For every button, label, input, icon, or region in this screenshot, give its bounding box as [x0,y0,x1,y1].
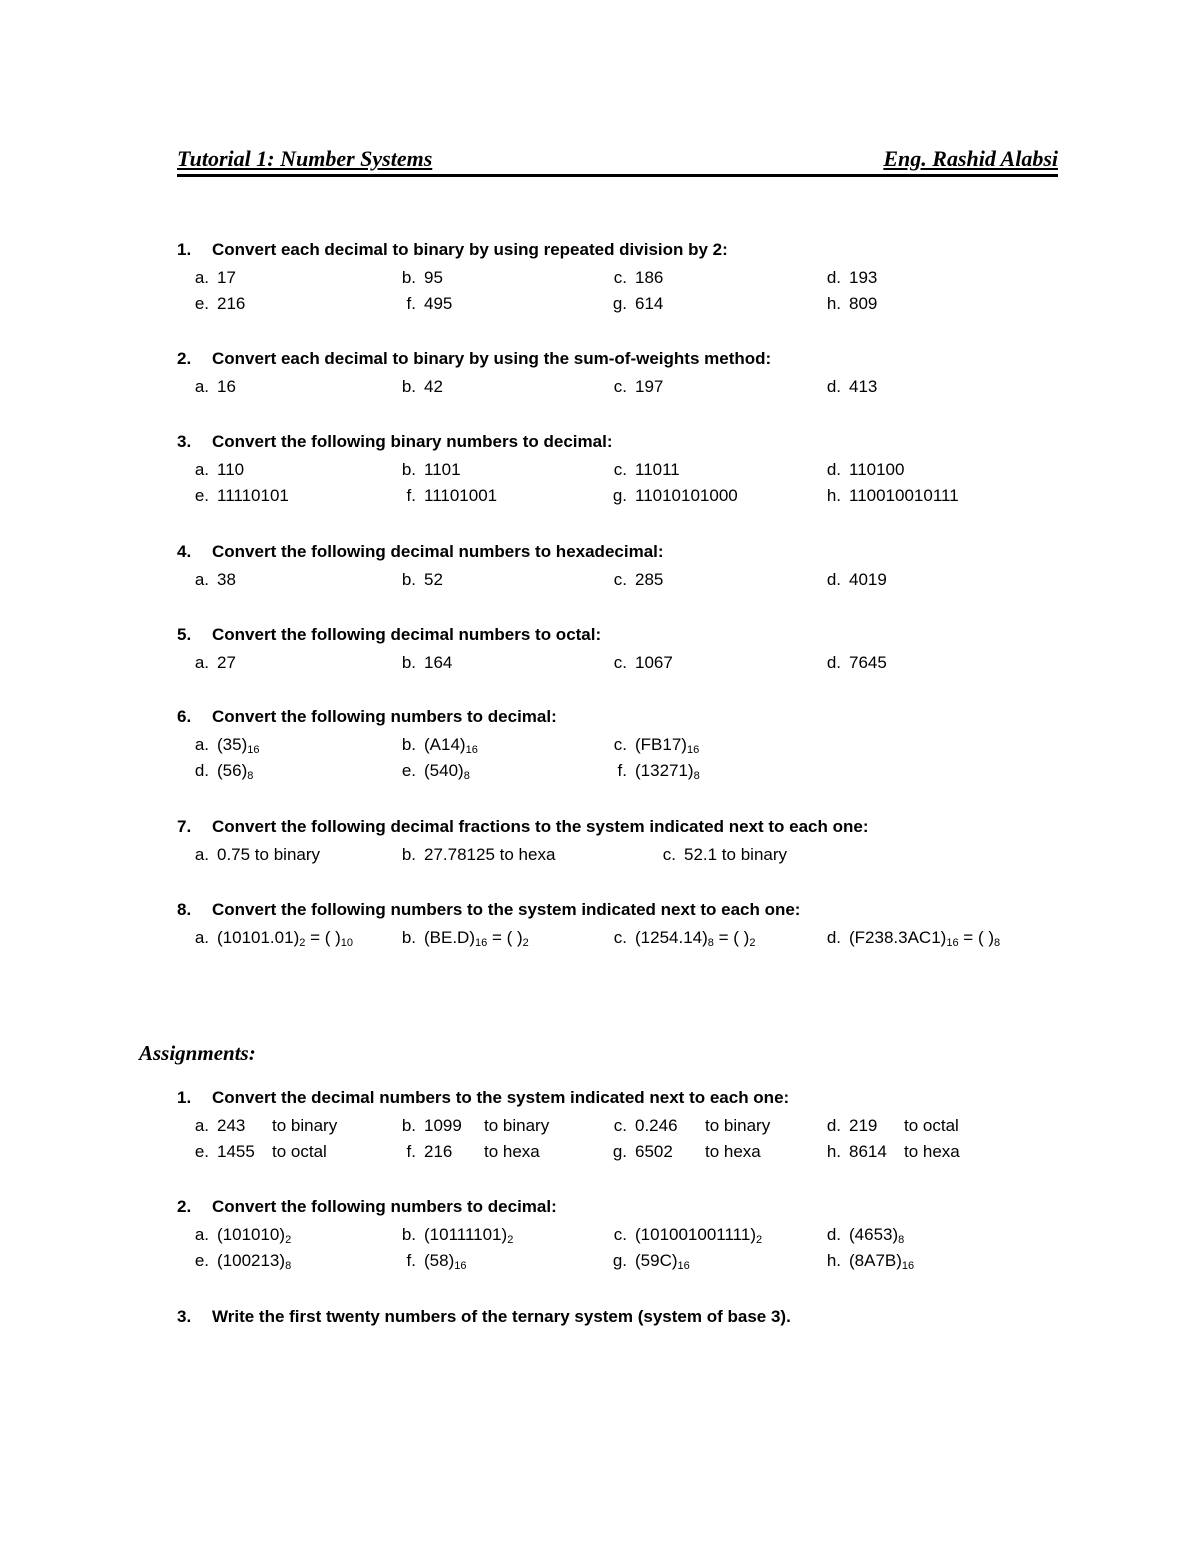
item-label: b. [401,268,416,287]
item-label: d. [194,761,209,780]
item-value: 7645 [849,653,887,672]
item-value: 17 [217,268,236,287]
exercise-item-b [384,1225,513,1245]
item-target-system: to binary [272,1116,338,1135]
item-expression [849,928,1000,948]
item-value: 11010101000 [635,486,738,505]
exercise-item-d [177,761,253,781]
item-label: b. [401,735,416,754]
exercise-item-a [177,1116,338,1136]
item-value: (10111101) [424,1225,508,1244]
question-number: 7. [177,817,192,836]
item-label: b. [401,460,416,479]
answer-row [177,460,1077,487]
exercise-item-c [595,653,673,673]
item-value: 0.75 to binary [217,845,321,864]
exercise-item-e [177,1142,327,1162]
question-6 [177,707,1077,782]
question-line [177,1088,1077,1115]
item-label: a. [194,1116,209,1135]
item-label: d. [826,570,841,589]
question-number: 2. [177,1197,192,1216]
item-value: 110100 [849,460,905,479]
item-value: 164 [424,653,453,672]
item-value: 1101 [424,460,461,479]
item-label: h. [826,486,841,505]
item-value: (58) [424,1251,455,1270]
question-8 [177,900,1077,949]
base-subscript: 16 [901,1260,915,1272]
exercise-item-a [177,268,236,288]
page-header [177,144,1058,177]
item-value: 216 [217,294,246,313]
question-2 [177,349,1077,396]
exercise-item-h [809,1142,960,1162]
item-label: c. [613,268,627,287]
question-text: Convert each decimal to binary by using repeated division by 2: [212,240,728,259]
item-label: a. [194,268,209,287]
item-value: 110 [217,460,245,479]
item-value: 27 [217,653,236,672]
answer-row [177,294,1077,321]
exercise-item-b [384,1116,550,1136]
item-label: d. [826,1116,841,1135]
item-value: (8A7B) [849,1251,902,1270]
item-label: g. [612,486,627,505]
exercise-item-d [809,460,904,480]
exercise-item-h [809,1251,914,1271]
exercise-item-d [809,1225,904,1245]
question-5 [177,625,1077,672]
base-subscript: 8 [247,770,254,782]
item-target-system: to octal [904,1116,959,1135]
exercise-item-e [177,1251,291,1271]
exercise-item-f [595,761,700,781]
exercise-item-f [384,1142,540,1162]
question-text: Convert the following decimal numbers to octal: [212,625,602,644]
question-text: Convert the following decimal fractions to the system indicated next to each one: [212,817,869,836]
item-label: a. [194,377,209,396]
exercise-item-d [809,653,887,673]
exercise-item-a [177,1225,291,1245]
question-text: Convert the following numbers to decimal: [212,707,557,726]
question-number: 3. [177,1307,192,1326]
answer-row [177,377,1077,404]
item-value: 110010010111 [849,486,959,505]
item-value: (13271) [635,761,694,780]
item-label: e. [194,1142,209,1161]
item-value: 193 [849,268,878,287]
item-label: a. [194,845,209,864]
question-text: Convert the following binary numbers to decimal: [212,432,613,451]
question-number: 4. [177,542,192,561]
exercise-item-b [384,460,461,480]
item-value: 219 [849,1116,878,1135]
item-label: d. [826,377,841,396]
question-line [177,707,1077,734]
item-value: 243 [217,1116,246,1135]
item-value: 11110101 [217,486,289,505]
answer-row [177,761,1077,788]
question-line [177,900,1077,927]
exercise-item-f [384,294,452,314]
item-value: 1455 [217,1142,255,1161]
base-subscript: 16 [247,744,260,756]
question-number: 8. [177,900,192,919]
item-label: c. [613,460,627,479]
item-label: g. [612,1142,627,1161]
answer-row [177,735,1077,762]
item-value: (35) [217,735,248,754]
exercise-item-d [809,268,877,288]
question-4 [177,542,1077,589]
question-line [177,817,1077,844]
item-label: c. [613,928,627,947]
item-value: 52 [424,570,443,589]
item-value: 1067 [635,653,673,672]
base-subscript: 16 [475,937,488,949]
item-label: e. [194,1251,209,1270]
answer-row [177,653,1077,680]
item-label: a. [194,1225,209,1244]
question-line [177,1197,1077,1224]
exercise-item-b [384,735,478,755]
exercise-item-b [384,570,443,590]
item-target-system: to hexa [705,1142,761,1161]
exercise-item-a [177,735,259,755]
exercise-item-a [177,928,353,948]
item-label: b. [401,928,416,947]
exercise-item-b [384,845,555,865]
item-target-system: to octal [272,1142,327,1161]
item-value: (540) [424,761,464,780]
exercise-item-d [809,1116,959,1136]
item-label: d. [826,460,841,479]
expression-text: = ( ) [305,928,341,947]
answer-row [177,845,1077,872]
answer-row [177,1116,1077,1143]
item-label: a. [194,735,209,754]
item-label: f. [406,1142,416,1161]
item-label: c. [613,1116,627,1135]
item-label: e. [401,761,416,780]
base-subscript: 10 [340,937,354,949]
item-expression [424,928,529,948]
item-value: 52.1 to binary [684,845,788,864]
expression-text: = ( ) [487,928,523,947]
expression-text: = ( ) [958,928,994,947]
base-subscript: 16 [677,1260,690,1272]
item-label: c. [613,570,627,589]
item-label: f. [406,1251,416,1270]
item-value: 6502 [635,1142,673,1161]
item-value: 216 [424,1142,453,1161]
exercise-item-h [809,294,877,314]
exercise-item-g [595,486,738,506]
question-1 [177,240,1077,313]
item-value: 197 [635,377,664,396]
answer-row [177,1251,1077,1278]
item-label: a. [194,653,209,672]
item-value: (59C) [635,1251,678,1270]
question-number: 5. [177,625,192,644]
item-label: d. [826,268,841,287]
expression-text: (BE.D) [424,928,475,947]
item-target-system: to binary [484,1116,550,1135]
base-subscript: 8 [707,937,714,949]
question-text: Convert the decimal numbers to the system indicated next to each one: [212,1088,790,1107]
question-text: Convert each decimal to binary by using the sum-of-weights method: [212,349,772,368]
exercise-item-d [809,928,1000,948]
exercise-item-g [595,294,663,314]
question-7 [177,817,1077,864]
item-label: a. [194,928,209,947]
answer-row [177,928,1077,955]
question-text: Convert the following numbers to the system indicated next to each one: [212,900,801,919]
exercise-item-h [809,486,959,506]
base-subscript: 2 [749,937,756,949]
item-value: (4653) [849,1225,899,1244]
item-value: (101001001111) [635,1225,756,1244]
question-number: 3. [177,432,192,451]
base-subscript: 2 [522,937,529,949]
base-subscript: 8 [994,937,1001,949]
item-value: (56) [217,761,248,780]
base-subscript: 16 [465,744,478,756]
item-label: c. [613,1225,627,1244]
base-subscript: 2 [507,1234,514,1246]
answer-row [177,570,1077,597]
exercise-item-g [595,1251,690,1271]
question-line [177,1307,1077,1334]
exercise-item-a [177,460,244,480]
item-label: a. [194,460,209,479]
question-text: Convert the following decimal numbers to hexadecimal: [212,542,664,561]
exercise-item-b [384,653,452,673]
base-subscript: 16 [454,1260,467,1272]
item-value: 11011 [635,460,680,479]
item-value: 614 [635,294,664,313]
header-author: Eng. Rashid Alabsi [883,146,1058,171]
exercise-item-c [644,845,787,865]
exercise-item-c [595,570,663,590]
item-label: a. [194,570,209,589]
question-1 [177,1088,1077,1161]
item-label: b. [401,653,416,672]
exercise-item-c [595,460,680,480]
item-label: g. [612,1251,627,1270]
question-line [177,349,1077,376]
base-subscript: 16 [946,937,959,949]
item-value: 186 [635,268,664,287]
exercise-item-c [595,735,699,755]
item-value: (FB17) [635,735,687,754]
exercise-item-c [595,377,663,397]
item-value: 16 [217,377,236,396]
item-label: b. [401,377,416,396]
base-subscript: 8 [693,770,700,782]
expression-text: (10101.01) [217,928,300,947]
item-label: d. [826,1225,841,1244]
item-label: f. [406,486,416,505]
question-2 [177,1197,1077,1272]
exercise-item-a [177,845,320,865]
exercise-item-e [384,761,470,781]
item-label: h. [826,294,841,313]
item-value: 285 [635,570,664,589]
item-label: b. [401,570,416,589]
item-label: e. [194,294,209,313]
exercise-item-c [595,1116,771,1136]
header-title: Tutorial 1: Number Systems [177,146,433,171]
item-value: (100213) [217,1251,286,1270]
base-subscript: 8 [285,1260,292,1272]
base-subscript: 2 [756,1234,763,1246]
expression-text: (F238.3AC1) [849,928,947,947]
item-label: c. [613,653,627,672]
exercise-item-b [384,268,443,288]
expression-text: = ( ) [713,928,750,947]
item-target-system: to hexa [904,1142,960,1161]
base-subscript: 2 [299,937,306,949]
item-value: (A14) [424,735,466,754]
item-label: c. [613,735,627,754]
exercise-item-e [177,294,245,314]
item-value: 495 [424,294,453,313]
item-value: 8614 [849,1142,887,1161]
answer-row [177,486,1077,513]
item-label: h. [826,1142,841,1161]
exercise-item-d [809,377,877,397]
question-3 [177,1307,1077,1334]
base-subscript: 16 [686,744,700,756]
expression-text: (1254.14) [635,928,708,947]
exercise-item-f [384,486,497,506]
item-label: h. [826,1251,841,1270]
exercise-item-c [595,928,755,948]
item-label: d. [826,653,841,672]
answer-row [177,268,1077,295]
exercise-item-e [177,486,289,506]
item-value: 27.78125 to hexa [424,845,556,864]
question-line [177,542,1077,569]
question-text: Write the first twenty numbers of the ternary system (system of base 3). [212,1307,791,1326]
item-label: f. [406,294,416,313]
item-label: g. [612,294,627,313]
base-subscript: 2 [285,1234,292,1246]
item-label: c. [662,845,676,864]
item-value: 1099 [424,1116,462,1135]
question-line [177,240,1077,267]
item-expression [635,928,755,948]
question-number: 1. [177,1088,192,1107]
question-number: 6. [177,707,192,726]
question-line [177,625,1077,652]
item-label: e. [194,486,209,505]
exercise-item-b [384,377,443,397]
answer-row [177,1142,1077,1169]
item-value: (101010) [217,1225,286,1244]
item-value: 809 [849,294,878,313]
assignments-title: Assignments: [139,1041,256,1065]
exercise-item-f [384,1251,466,1271]
question-line [177,432,1077,459]
item-value: 4019 [849,570,887,589]
exercise-item-d [809,570,887,590]
base-subscript: 8 [898,1234,905,1246]
exercise-item-c [595,1225,762,1245]
item-label: c. [613,377,627,396]
item-value: 0.246 [635,1116,678,1135]
exercise-item-a [177,653,236,673]
item-value: 95 [424,268,443,287]
exercise-item-a [177,377,236,397]
item-label: b. [401,1116,416,1135]
question-number: 1. [177,240,192,259]
question-text: Convert the following numbers to decimal: [212,1197,557,1216]
question-number: 2. [177,349,192,368]
item-label: b. [401,1225,416,1244]
answer-row [177,1225,1077,1252]
item-target-system: to hexa [484,1142,540,1161]
exercise-item-g [595,1142,761,1162]
item-label: f. [617,761,627,780]
item-value: 42 [424,377,443,396]
item-value: 38 [217,570,236,589]
item-label: d. [826,928,841,947]
exercise-item-c [595,268,663,288]
item-label: b. [401,845,416,864]
item-target-system: to binary [705,1116,771,1135]
base-subscript: 8 [463,770,470,782]
item-value: 11101001 [424,486,498,505]
question-3 [177,432,1077,505]
exercise-item-b [384,928,529,948]
item-expression [217,928,353,948]
exercise-item-a [177,570,236,590]
item-value: 413 [849,377,878,396]
